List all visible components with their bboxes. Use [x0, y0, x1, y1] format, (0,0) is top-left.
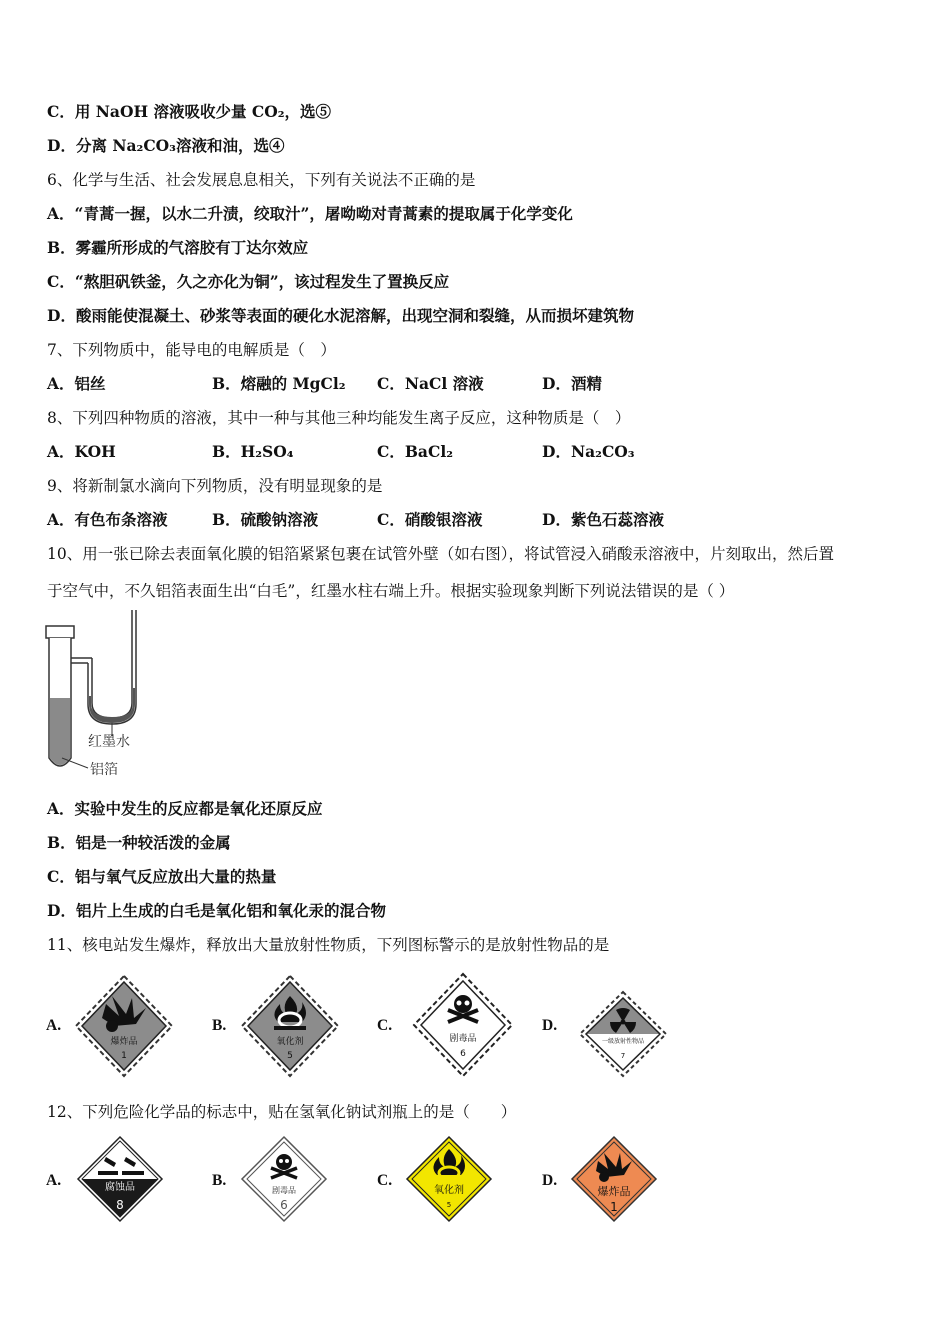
q6-option-a: A．“青蒿一握，以水二升渍，绞取汁”，屠呦呦对青蒿素的提取属于化学变化 [47, 204, 573, 223]
q11-label-c: C. [377, 1017, 393, 1034]
q7-option-a: A．铝丝 [47, 374, 106, 393]
q7-option-b: B．熔融的 MgCl₂ [212, 374, 346, 393]
toxic-sign-2-number: 6 [280, 1198, 288, 1212]
oxidizer-sign-icon [240, 974, 340, 1078]
q8-stem: 8、下列四种物质的溶液，其中一种与其他三种均能发生离子反应，这种物质是（ ） [47, 409, 631, 427]
explosive-sign-2-number: 1 [610, 1200, 618, 1214]
q10-stem-line2: 于空气中，不久铝箔表面生出“白毛”，红墨水柱右端上升。根据实验现象判断下列说法错误的是（ ） [47, 582, 735, 600]
q6-option-c: C．“熬胆矾铁釜，久之亦化为铜”，该过程发生了置换反应 [47, 272, 450, 291]
q10-stem-line1: 10、用一张已除去表面氧化膜的铝箔紧紧包裹在试管外壁（如右图），将试管浸入硝酸汞溶液中，片刻取出，然后置 [47, 545, 834, 563]
explosive-sign-icon-2 [570, 1135, 658, 1223]
q8-option-a: A．KOH [47, 442, 116, 461]
oxidizer-sign-number: 5 [287, 1051, 293, 1061]
corrosive-sign-text: 腐蚀品 [105, 1182, 135, 1193]
q10-option-c: C．铝与氧气反应放出大量的热量 [47, 867, 277, 886]
q12-label-a: A. [46, 1172, 62, 1189]
q12-label-b: B. [212, 1172, 227, 1189]
q11-label-b: B. [212, 1017, 227, 1034]
q10-option-d: D．铝片上生成的白毛是氧化铝和氧化汞的混合物 [47, 901, 386, 920]
toxic-sign-number: 6 [460, 1049, 466, 1059]
q7-option-d: D．酒精 [542, 374, 602, 393]
explosive-sign-text: 爆炸品 [110, 1037, 138, 1047]
explosive-sign-number: 1 [121, 1051, 127, 1061]
q5-option-c: C．用 NaOH 溶液吸收少量 CO₂，选⑤ [47, 102, 332, 121]
q10-option-a: A．实验中发生的反应都是氧化还原反应 [47, 799, 323, 818]
q9-option-d: D．紫色石蕊溶液 [542, 510, 664, 529]
q9-stem: 9、将新制氯水滴向下列物质，没有明显现象的是 [47, 477, 383, 495]
test-tube-figure [40, 608, 170, 778]
q8-option-c: C．BaCl₂ [377, 442, 453, 461]
label-aluminum-foil: 铝箔 [90, 762, 118, 778]
toxic-sign-text: 剧毒品 [449, 1034, 477, 1044]
q9-option-b: B．硫酸钠溶液 [212, 510, 319, 529]
q7-option-c: C．NaCl 溶液 [377, 374, 484, 393]
toxic-sign-icon-2 [240, 1135, 328, 1223]
q6-option-d: D．酸雨能使混凝土、砂浆等表面的硬化水泥溶解，出现空洞和裂缝，从而损坏建筑物 [47, 306, 634, 325]
q5-option-d: D．分离 Na₂CO₃溶液和油，选④ [47, 136, 285, 155]
oxidizer-sign-2-number: 5 [446, 1201, 452, 1209]
toxic-sign-icon [412, 972, 514, 1078]
explosive-sign-icon [74, 974, 174, 1078]
q10-option-b: B．铝是一种较活泼的金属 [47, 833, 231, 852]
corrosive-sign-number: 8 [116, 1198, 124, 1212]
q8-option-d: D．Na₂CO₃ [542, 442, 635, 461]
q6-stem: 6、化学与生活、社会发展息息相关，下列有关说法不正确的是 [47, 171, 476, 189]
corrosive-sign-icon [76, 1135, 164, 1223]
radioactive-sign-icon [578, 990, 668, 1080]
q11-stem: 11、核电站发生爆炸，释放出大量放射性物质，下列图标警示的是放射性物品的是 [47, 936, 610, 954]
q8-option-b: B．H₂SO₄ [212, 442, 294, 461]
q7-stem: 7、下列物质中，能导电的电解质是（ ） [47, 341, 336, 359]
oxidizer-sign-text: 氧化剂 [276, 1037, 304, 1047]
q9-option-a: A．有色布条溶液 [47, 510, 168, 529]
q11-label-a: A. [46, 1017, 62, 1034]
radioactive-sign-number: 7 [620, 1052, 626, 1060]
explosive-sign-2-text: 爆炸品 [597, 1185, 631, 1198]
oxidizer-sign-2-text: 氧化剂 [434, 1185, 464, 1196]
label-red-ink: 红墨水 [88, 734, 130, 750]
q12-stem: 12、下列危险化学品的标志中，贴在氢氧化钠试剂瓶上的是（ ） [47, 1103, 517, 1121]
q9-option-c: C．硝酸银溶液 [377, 510, 483, 529]
q6-option-b: B．雾霾所形成的气溶胶有丁达尔效应 [47, 238, 309, 257]
q12-label-c: C. [377, 1172, 393, 1189]
radioactive-sign-text: 一级放射性物品 [601, 1038, 645, 1045]
oxidizer-sign-icon-2 [405, 1135, 493, 1223]
toxic-sign-2-text: 剧毒品 [272, 1186, 296, 1195]
q11-label-d: D. [542, 1017, 558, 1034]
q12-label-d: D. [542, 1172, 558, 1189]
